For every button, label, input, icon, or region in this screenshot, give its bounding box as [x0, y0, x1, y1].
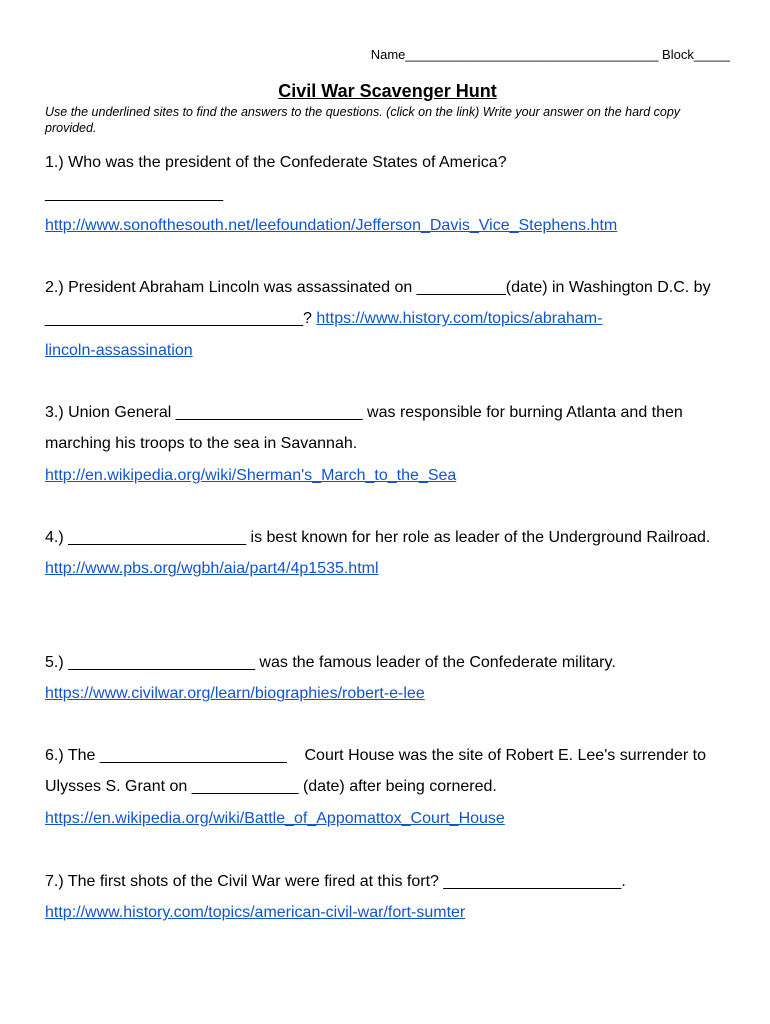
question-1-link[interactable]: http://www.sonofthesouth.net/leefoundation/Jefferson_Davis_Vice_Stephens.htm	[45, 216, 618, 234]
question-3-text: 3.) Union General _____________________ was responsible for burning Atlanta and then marching his troops to the sea in Savannah.	[45, 404, 683, 453]
question-2	[45, 272, 730, 366]
question-7	[45, 866, 730, 929]
question-5	[45, 647, 730, 710]
question-4-text: 4.) ____________________ is best known for her role as leader of the Underground Railroad.	[45, 529, 711, 546]
question-4-link[interactable]: http://www.pbs.org/wgbh/aia/part4/4p1535.html	[45, 560, 379, 578]
question-3	[45, 397, 730, 491]
name-block-line: Name___________________________________ Block_____	[370, 47, 730, 62]
question-2-link-part-1: https://www.history.com/topics/abraham-	[316, 310, 603, 328]
question-7-text: 7.) The first shots of the Civil War were fired at this fort? ____________________.	[45, 873, 626, 890]
instructions: Use the underlined sites to find the answers to the questions. (click on the link) Write your answer on the hard copy provided.	[45, 105, 681, 135]
question-1	[45, 147, 730, 241]
question-1-text: 1.) Who was the president of the Confederate States of America?	[45, 154, 507, 171]
question-6	[45, 740, 730, 834]
question-6-text: 6.) The _____________________ Court House was the site of Robert E. Lee's surrender to Ulysses S. Grant on ____________ (date) after being cornered.	[45, 747, 711, 796]
question-2-text: 2.) President Abraham Lincoln was assassinated on __________(date) in Washington D.C. by _____________________________?	[45, 279, 711, 328]
question-6-link[interactable]: https://en.wikipedia.org/wiki/Battle_of_Appomattox_Court_House	[45, 809, 505, 827]
question-4	[45, 522, 730, 585]
question-7-link[interactable]: http://www.history.com/topics/american-civil-war/fort-sumter	[45, 904, 466, 922]
question-3-link[interactable]: http://en.wikipedia.org/wiki/Sherman's_March_to_the_Sea	[45, 466, 457, 484]
question-1-answer-blank: ____________________	[45, 185, 223, 203]
question-2-link-part-2: lincoln-assassination	[45, 341, 193, 359]
question-5-link[interactable]: https://www.civilwar.org/learn/biographies/robert-e-lee	[45, 685, 425, 703]
question-5-text: 5.) _____________________ was the famous leader of the Confederate military.	[45, 654, 616, 671]
page-title: Civil War Scavenger Hunt	[278, 81, 497, 101]
